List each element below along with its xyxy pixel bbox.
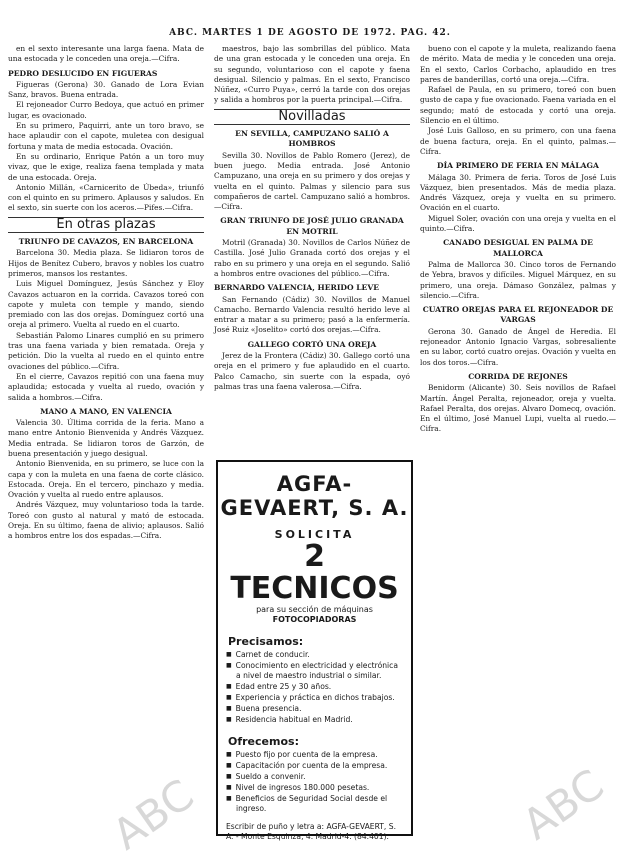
ad-solicita: SOLICITA: [274, 528, 355, 541]
article-text: en el sexto interesante una larga faena. Mata de una estocada y le conceden una oreja.—Cifra.: [8, 44, 204, 64]
article-text: bueno con el capote y la muleta, realizando faena de mérito. Mata de media y le conceden una oreja. En el sexto, Carlos Corbacho, aplaudido en tres pares de banderillas, cortó una oreja.—Cifra.: [420, 44, 616, 84]
article-text: Jerez de la Frontera (Cádiz) 30. Gallego cortó una oreja en el primero y fue aplaudido en el cuarto. Palco Camacho, sin suerte con la espada, oyó palmas tras una faena valerosa.—Cifra.: [214, 351, 410, 391]
article-headline: DÍA PRIMERO DE FERIA EN MÁLAGA: [437, 161, 599, 171]
article-headline: EN SEVILLA, CAMPUZANO SALIÓ A HOMBROS: [235, 129, 389, 149]
ad-requirements-title: Precisamos:: [228, 635, 304, 648]
article-text: Barcelona 30. Media plaza. Se lidiaron toros de Hijos de Benítez Cubero, bravos y nobles los cuatro primeros, mansos los restantes.: [8, 248, 204, 278]
page-header: ABC. MARTES 1 DE AGOSTO DE 1972. PAG. 42.: [169, 28, 451, 38]
article-headline: CANADO DESIGUAL EN PALMA DE MALLORCA: [443, 238, 593, 258]
ad-headline: 2 TECNICOS: [230, 539, 399, 606]
article-text: Antonio Millán, «Carnicerito de Úbeda», triunfó con el quinto en su primero. Aplausos y saludos. En el sexto, sin suerte con los aceros.—Pifes.—Cifra.: [8, 182, 204, 213]
list-item: ■ Capacitación por cuenta de la empresa.: [236, 761, 403, 771]
article-text: Andrés Vázquez, muy voluntarioso toda la tarde. Toreó con gusto al natural y mató de estocada. Oreja. En su último, faena de alivio; aplausos. Salió a hombros entre los dos espadas.—Cifra.: [8, 500, 204, 541]
article-headline: MANO A MANO, EN VALENCIA: [40, 406, 172, 416]
article-text: Málaga 30. Primera de feria. Toros de José Luis Vázquez, bien presentados. Más de media plaza. Andrés Vázquez, oreja y vuelta en su primero. Ovación en el cuarto.: [420, 172, 616, 213]
article-text: Sebastián Palomo Linares cumplió en su primero tras una faena variada y bien rematada. Oreja y petición. Dio la vuelta al ruedo en el quinto entre ovaciones del público.—Cifra.: [8, 330, 204, 371]
ad-offers-list: [218, 750, 411, 814]
column-right: [420, 44, 616, 844]
ad-brand: AGFA-GEVAERT, S. A.: [220, 472, 409, 520]
section-title: Novilladas: [214, 109, 410, 125]
article-text: Gerona 30. Ganado de Ángel de Heredia. El rejoneador Antonio Ignacio Vargas, sobresaliente en su labor, cortó cuatro orejas. Ovación y vuelta en los dos toros.—Cifra.: [420, 326, 616, 367]
article-text: Sevilla 30. Novillos de Pablo Romero (Jerez), de buen juego. Media entrada. José Antonio Campuzano, una oreja en su primero y dos orejas y vuelta en el quinto. Palmas y silencio para sus compañeros de cartel. Campuzano salió a hombros.—Cifra.: [214, 150, 410, 212]
ad-requirements-list: [218, 650, 411, 725]
article-text: Luis Miguel Domínguez, Jesús Sánchez y Eloy Cavazos actuaron en la corrida. Cavazos toreó con capote y muleta con temple y mando, siendo premiado con las dos orejas. Domínguez cortó una oreja al primero. Vuelta al ruedo en el cuarto.: [8, 279, 204, 330]
list-item: ■ Residencia habitual en Madrid.: [236, 715, 403, 725]
list-item: ■ Experiencia y práctica en dichos trabajos.: [236, 693, 403, 703]
list-item: ■ Beneficios de Seguridad Social desde el ingreso.: [236, 794, 403, 814]
article-text: Motril (Granada) 30. Novillos de Carlos Núñez de Castilla. José Julio Granada cortó dos orejas y el rabo en su primero y una oreja en el segundo. Salió a hombros entre ovaciones del público.—Cifra.: [214, 238, 410, 278]
list-item: ■ Puesto fijo por cuenta de la empresa.: [236, 750, 403, 760]
article-text: Palma de Mallorca 30. Cinco toros de Fernando de Yebra, bravos y difíciles. Miguel Márquez, en su primero, una oreja. Dámaso González, palmas y silencio.—Cifra.: [420, 259, 616, 300]
article-text: Valencia 30. Última corrida de la feria. Mano a mano entre Antonio Bienvenida y Andrés Vázquez. Media entrada. Se lidiaron toros de Garzón, de buena presentación y juego desigual.: [8, 418, 204, 458]
article-text: Benidorm (Alicante) 30. Seis novillos de Rafael Martín. Ángel Peralta, rejoneador, oreja y vuelta. Rafael Peralta, dos orejas. Alvaro Domecq, ovación. En el último, José Manuel Lupi, vuelta al ruedo.—Cifra.: [420, 383, 616, 434]
list-item: ■ Conocimiento en electricidad y electrónica a nivel de maestro industrial o similar.: [236, 661, 403, 681]
watermark-logo: ABC: [513, 759, 613, 850]
article-headline: CUATRO OREJAS PARA EL REJONEADOR DE VARGAS: [422, 305, 614, 325]
article-text: Antonio Bienvenida, en su primero, se luce con la capa y con la muleta en una faena de corte clásico. Estocada. Oreja. En el tercero, pinchazo y media. Ovación y vuelta al ruedo entre aplausos.: [8, 459, 204, 500]
article-headline: GALLEGO CORTÓ UNA OREJA: [247, 339, 377, 349]
article-text: Miguel Soler, ovación con una oreja y vuelta en el quinto.—Cifra.: [420, 213, 616, 234]
article-text: maestros, bajo las sombrillas del público. Mata de una gran estocada y le conceden una oreja. En su segundo, voluntarioso con el capote y faena desigual. Silencio y palmas. En el sexto, Francisco Núñez, «Curro Puya», cerró la tarde con dos orejas y salida a hombros por la puerta principal.—Cifra.: [214, 44, 410, 105]
article-text: En su primero, Paquirri, ante un toro bravo, se hace aplaudir con el capote, muletea con desigual fortuna y mata de media estocada. Ovación.: [8, 121, 204, 151]
ad-subtitle: para su sección de máquinas: [256, 605, 373, 614]
article-text: José Luis Galloso, en su primero, con una faena de buena factura, oreja. En el quinto, palmas.—Cifra.: [420, 126, 616, 156]
list-item: ■ Buena presencia.: [236, 704, 403, 714]
list-item: ■ Carnet de conducir.: [236, 650, 403, 660]
article-text: Rafael de Paula, en su primero, toreó con buen gusto de capa y fue ovacionado. Faena variada en el segundo; mató de estocada y cortó una oreja. Silencio en el último.: [420, 85, 616, 126]
watermark-logo: ABC: [103, 769, 203, 859]
article-text: En el cierre, Cavazos repitió con una faena muy aplaudida; estocada y vuelta al ruedo, ovación y salida a hombros.—Cifra.: [8, 371, 204, 402]
list-item: ■ Nivel de ingresos 180.000 pesetas.: [236, 783, 403, 793]
section-title: En otras plazas: [8, 217, 204, 233]
list-item: ■ Sueldo a convenir.: [236, 772, 403, 782]
article-headline: BERNARDO VALENCIA, HERIDO LEVE: [214, 283, 380, 293]
column-left: [8, 44, 204, 844]
article-headline: GRAN TRIUNFO DE JOSÉ JULIO GRANADA EN MOTRIL: [220, 216, 404, 236]
list-item: ■ Edad entre 25 y 30 años.: [236, 682, 403, 692]
article-headline: CORRIDA DE REJONES: [468, 371, 568, 381]
job-advertisement: [216, 460, 413, 841]
ad-offers-title: Ofrecemos:: [228, 735, 299, 748]
article-text: El rejoneador Curro Bedoya, que actuó en primer lugar, es ovacionado.: [8, 100, 204, 120]
article-headline: TRIUNFO DE CAVAZOS, EN BARCELONA: [18, 237, 194, 247]
column-middle: [214, 44, 410, 444]
ad-subtitle-bold: FOTOCOPIADORAS: [272, 615, 357, 624]
article-text: San Fernando (Cádiz) 30. Novillos de Manuel Camacho. Bernardo Valencia resultó herido leve al entrar a matar a su primero; pasó a la enfermería. José Ruiz «Joselito» cortó dos orejas.—Cifra.: [214, 294, 410, 335]
article-text: Figueras (Gerona) 30. Ganado de Lora Evian Sanz, bravos. Buena entrada.: [8, 79, 204, 100]
ad-footer: Escribir de puño y letra a: AGFA-GEVAERT, S. A. - Monte Esquinza, 4. Madrid-4. (84.401).: [226, 822, 396, 841]
article-headline: PEDRO DESLUCIDO EN FIGUERAS: [8, 68, 158, 78]
article-text: En su ordinario, Enrique Patón a un toro muy vivaz, que le exige, realiza faena templada y mata de una estocada. Oreja.: [8, 151, 204, 182]
